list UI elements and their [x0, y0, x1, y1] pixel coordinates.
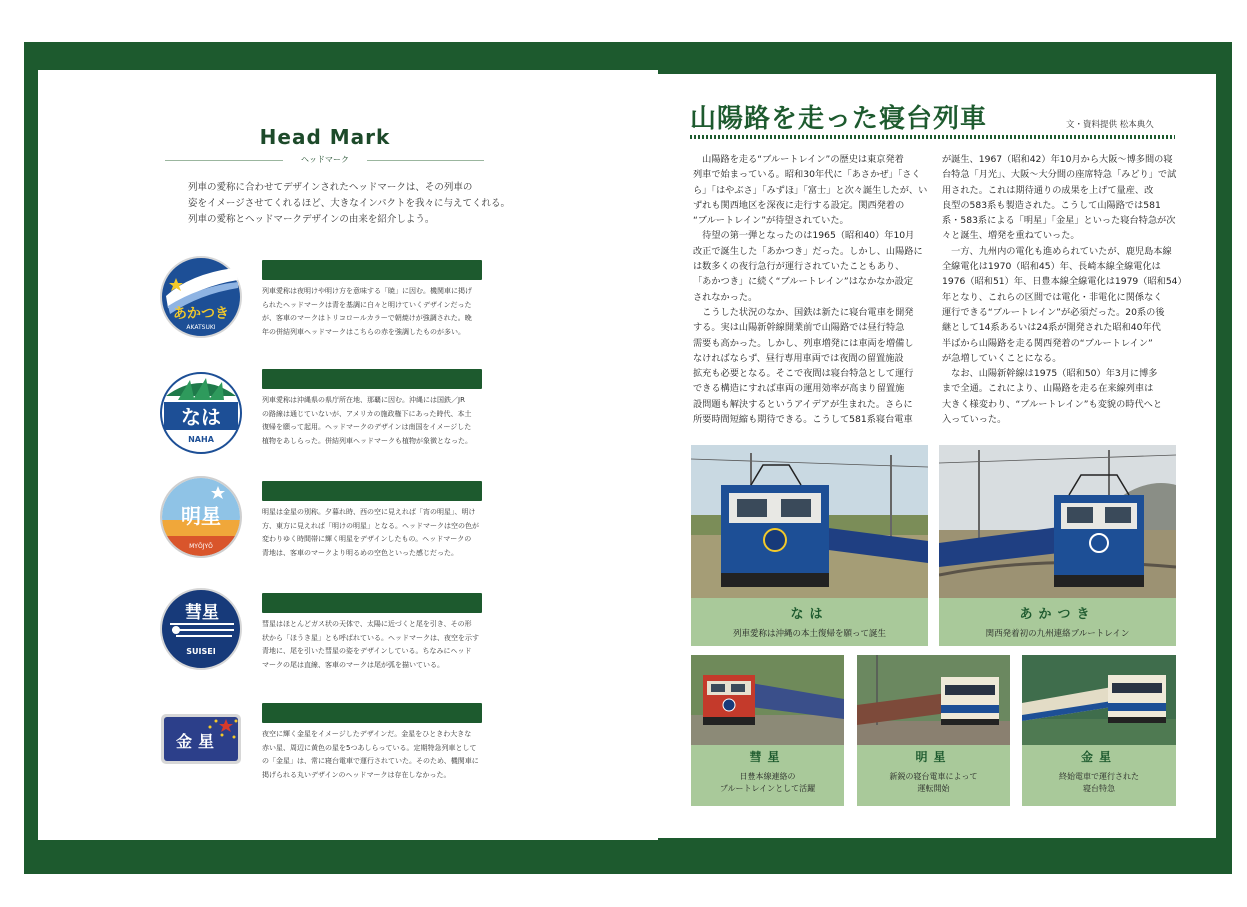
desc-line: 青地に、尾を引いた彗星の姿をデザインしている。ちなみにヘッド: [262, 647, 472, 655]
desc-line: マークの尾は直線、客車のマークは尾が弧を描いている。: [262, 660, 444, 669]
text-line: 「あかつき」に続く“ブルートレイン”はなかなか設定: [693, 276, 914, 288]
caption-title: あかつき: [1019, 607, 1096, 622]
akatsuki-label-bar: [262, 260, 482, 280]
text-line: する。実は山陽新幹線開業前で山陽路では昼行特急: [693, 322, 905, 334]
text-line: 需要も高かった。しかし、列車増発には車両を増備し: [693, 337, 914, 349]
text-line: が急増していくことになる。: [942, 352, 1062, 364]
text-line: 半ばから山陽路を走る関西発着の“ブルートレイン”: [942, 337, 1153, 349]
caption-title: 明星: [915, 750, 952, 764]
text-line: 山陽路を走る“ブルートレイン”の歴史は東京発着: [693, 154, 904, 165]
desc-line: が、客車のマークはトリコロールカラーで朝焼けが強調された。晩: [262, 314, 472, 322]
text-line: 々と誕生、増発を重ねていった。: [942, 230, 1080, 242]
text-line: まで全通。これにより、山陽路を走る在来線列車は: [942, 383, 1154, 395]
badge-sub: MYŌJYŌ: [189, 543, 213, 550]
desc-line: 夜空に輝く金星をイメージしたデザインだ。金星をひときわ大きな: [262, 730, 472, 738]
desc-line: の路線は通じていないが、アメリカの施政権下にあった時代、本土: [262, 409, 472, 418]
desc-line: 年の併結列車ヘッドマークはこちらの赤を強調したものが多い。: [262, 327, 465, 336]
caption-desc-line: 終始電車で運行された: [1059, 772, 1139, 781]
text-line: されなかった。: [693, 291, 758, 303]
akatsuki-caption: [939, 598, 1176, 646]
desc-line: 列車愛称は夜明けや明け方を意味する「暁」に因む。機関車に掲げ: [262, 287, 472, 295]
text-line: こうした状況のなか、国鉄は新たに寝台電車を開発: [693, 306, 914, 318]
myojyo-headmark: [160, 476, 242, 558]
text-line: 入っていった。: [942, 414, 1007, 426]
desc-line: 復帰を願って起用。ヘッドマークのデザインは南国をイメージした: [262, 423, 472, 431]
badge-text: 彗星: [185, 603, 219, 623]
article-column-1: [693, 152, 928, 427]
suisei-label-bar: [262, 593, 482, 613]
desc-line: 彗星はほとんどガス状の天体で、太陽に近づくと尾を引き、その形: [262, 620, 472, 628]
kinsei-description: [262, 728, 484, 782]
text-line: “ブルートレイン”が待望されていた。: [693, 215, 849, 227]
article-title: 山陽路を走った寝台列車: [690, 104, 988, 134]
text-line: 系・583系による「明星」「金星」といった寝台特急が次: [942, 215, 1176, 227]
myojyo-description: [262, 506, 484, 560]
badge-text: 明星: [181, 504, 221, 528]
desc-line: 変わりゆく時間帯に輝く明星をデザインしたもの。ヘッドマークの: [262, 535, 472, 543]
myojyo-label-bar: [262, 481, 482, 501]
desc-line: 掲げられる丸いデザインのヘッドマークは存在しなかった。: [262, 770, 451, 779]
suisei-description: [262, 618, 484, 672]
naha-description: [262, 394, 484, 448]
desc-line: 青地は、客車のマークより明るめの空色といった感じだった。: [262, 548, 458, 557]
text-line: できる構造にすれば車両の運用効率が高まり留置施: [693, 383, 905, 395]
text-line: 全線電化は1970（昭和45）年、長崎本線全線電化は: [942, 261, 1161, 273]
caption-title: 彗星: [749, 750, 786, 764]
desc-line: 明星は金星の別称。夕暮れ時、西の空に見えれば「宵の明星」、明け: [262, 508, 476, 516]
kinsei-label-bar: [262, 703, 482, 723]
caption-title: 金星: [1080, 750, 1117, 764]
badge-sub: SUISEI: [186, 647, 216, 656]
badge-sub: NAHA: [188, 435, 214, 444]
suisei-train-photo: [691, 655, 844, 745]
desc-line: 植物をあしらった。併結列車ヘッドマークも植物が象徴となった。: [262, 436, 472, 445]
desc-line: 方、東方に見えれば「明けの明星」となる。ヘッドマークは空の色が: [262, 521, 479, 530]
desc-line: 赤い星、周辺に黄色の星を5つあしらっている。定期特急列車として: [262, 743, 477, 752]
badge-sub: AKATSUKI: [186, 324, 216, 331]
title-rule-left: [165, 160, 283, 161]
caption-desc: 関西発着初の九州連絡ブルートレイン: [985, 629, 1130, 639]
text-line: ら」「はやぶさ」「みずほ」「富士」と次々誕生したが、い: [693, 184, 928, 196]
caption-desc-line: 日豊本線連絡の: [739, 772, 796, 781]
desc-line: 列車愛称は沖縄県の県庁所在地、那覇に因む。沖縄には国鉄／JR: [262, 396, 465, 404]
desc-line: られたヘッドマークは青を基調に白々と明けていくデザインだった: [262, 300, 472, 309]
text-line: 用された。これは期待通りの成果を上げて量産、改: [942, 184, 1154, 196]
akatsuki-headmark: [160, 256, 242, 338]
caption-desc-line: ブルートレインとして活躍: [719, 784, 816, 793]
text-line: 改正で誕生した「あかつき」だった。しかし、山陽路に: [693, 245, 923, 257]
intro-text: [188, 180, 511, 228]
caption-desc-line: 寝台特急: [1083, 784, 1115, 793]
article-credit: 文・資料提供 松本典久: [1066, 120, 1154, 130]
naha-caption: [691, 598, 928, 646]
myojyo-train-photo: [857, 655, 1010, 745]
intro-line: 列車の愛称とヘッドマークデザインの由来を紹介しよう。: [188, 214, 435, 225]
text-line: 所要時間短縮も期待できる。こうして581系寝台電車: [693, 414, 913, 426]
article-column-2: [942, 152, 1187, 427]
title-rule: [690, 135, 1175, 139]
suisei-caption: [691, 745, 844, 806]
text-line: なければならず、昼行専用車両では夜間の留置施設: [693, 352, 904, 364]
caption-title: なは: [790, 607, 829, 622]
kinsei-headmark: [160, 713, 242, 765]
text-line: 一方、九州内の電化も進められていたが、鹿児島本線: [942, 245, 1172, 257]
text-line: 良型の583系も製造された。こうして山陽路では581: [942, 199, 1161, 211]
text-line: 年となり、これらの区間では電化・非電化に関係なく: [942, 291, 1163, 303]
akatsuki-train-photo: [939, 445, 1176, 598]
badge-text: 金星: [175, 732, 221, 751]
text-line: 拡充も必要となる。そこで夜間は寝台特急として運行: [693, 368, 914, 380]
suisei-headmark: [160, 588, 242, 670]
text-line: は数多くの夜行急行が運行されていたこともあり、: [693, 261, 905, 273]
desc-line: の「金星」は、常に寝台電車で運行されていた。そのため、機関車に: [262, 757, 479, 765]
naha-headmark: [160, 372, 242, 454]
text-line: 大きく様変わり、“ブルートレイン”も変貌の時代へと: [942, 398, 1163, 410]
head-mark-title: Head Mark: [259, 125, 391, 149]
title-rule-right: [367, 160, 484, 161]
text-line: 運行できる“ブルートレイン”が必須だった。20系の後: [942, 306, 1165, 318]
text-line: 1976（昭和51）年、日豊本線全線電化は1979（昭和54）: [942, 276, 1187, 288]
akatsuki-description: [262, 285, 484, 339]
caption-desc-line: 新鋭の寝台電車によって: [889, 772, 978, 781]
text-line: が誕生、1967（昭和42）年10月から大阪～博多間の寝: [942, 154, 1173, 165]
myojyo-caption: [857, 745, 1010, 806]
intro-line: 列車の愛称に合わせてデザインされたヘッドマークは、その列車の: [188, 182, 473, 193]
text-line: 設問題も解決するというアイデアが生まれた。さらに: [693, 398, 913, 410]
text-line: なお、山陽新幹線は1975（昭和50）年3月に博多: [942, 368, 1158, 380]
text-line: 列車で始まっている。昭和30年代に「あさかぜ」「さく: [693, 169, 921, 181]
text-line: 台特急「月光」、大阪～大分間の座席特急「みどり」で試: [942, 169, 1177, 181]
kinsei-caption: [1022, 745, 1176, 806]
badge-text: あかつき: [173, 306, 229, 322]
naha-train-photo: [691, 445, 928, 598]
badge-text: なは: [181, 405, 221, 429]
text-line: 待望の第一弾となったのは1965（昭和40）年10月: [693, 230, 915, 242]
head-mark-subtitle: ヘッドマーク: [301, 155, 349, 164]
text-line: ずれも関西地区を深夜に走行する設定。関西発着の: [693, 199, 905, 211]
kinsei-train-photo: [1022, 655, 1176, 745]
text-line: 継として14系あるいは24系が開発された昭和40年代: [942, 322, 1161, 334]
caption-desc: 列車愛称は沖縄の本土復帰を願って誕生: [732, 629, 886, 639]
intro-line: 姿をイメージさせてくれるほど、大きなインパクトを我々に与えてくれる。: [188, 198, 511, 209]
naha-label-bar: [262, 369, 482, 389]
desc-line: 状から「ほうき星」とも呼ばれている。ヘッドマークは、夜空を示す: [262, 633, 479, 642]
caption-desc-line: 運転開始: [917, 784, 950, 793]
